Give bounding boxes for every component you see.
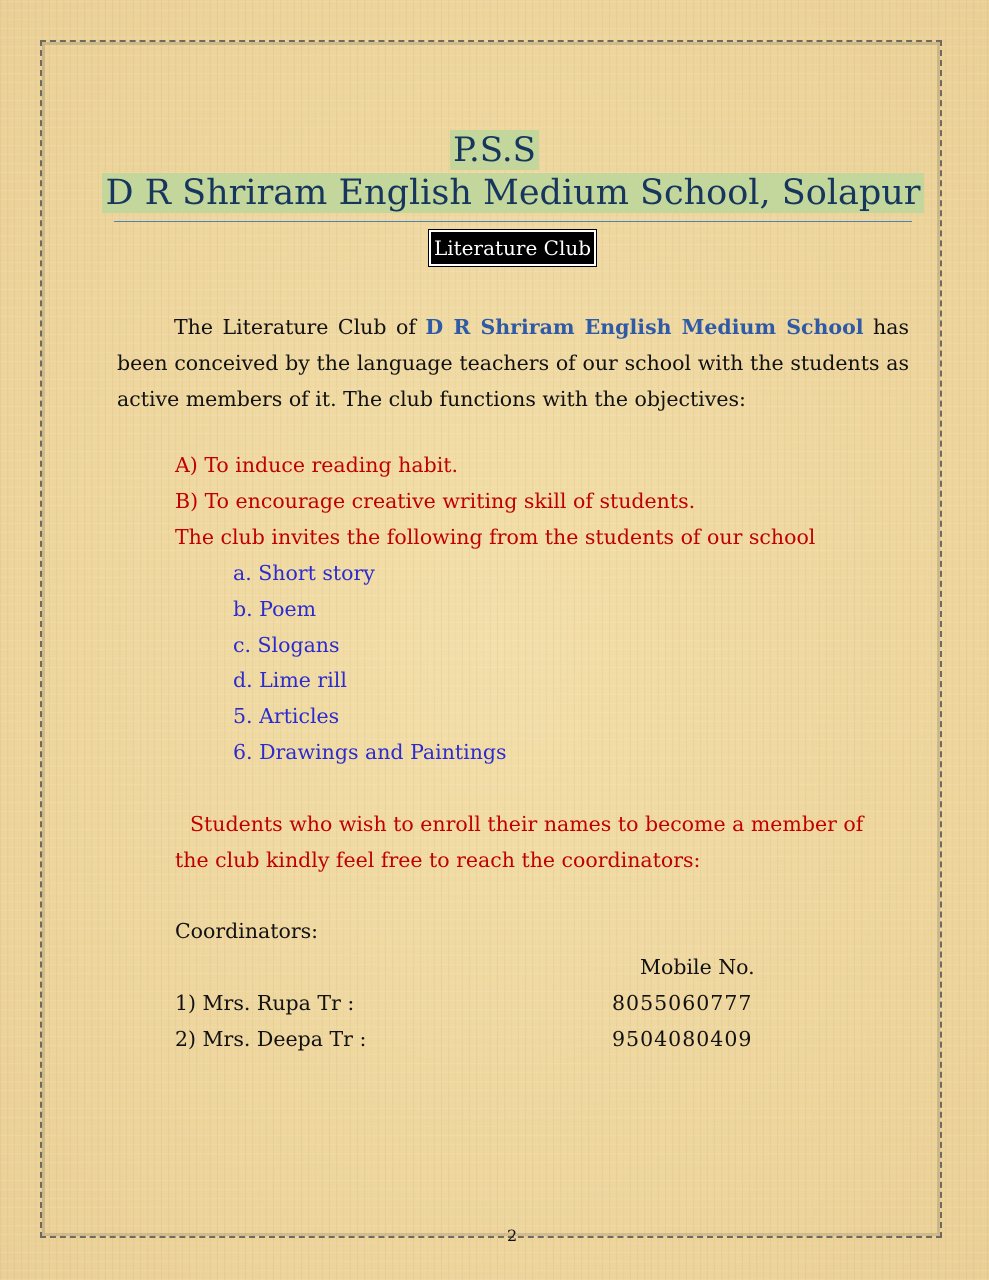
invite-item: c. Slogans: [233, 633, 340, 657]
club-badge: Literature Club: [429, 230, 596, 266]
invite-item: b. Poem: [233, 597, 317, 621]
objective-item: A) To induce reading habit.: [175, 453, 459, 477]
school-title: D R Shriram English Medium School, Solapur: [0, 173, 989, 213]
coordinator-name: 1) Mrs. Rupa Tr :: [175, 991, 355, 1015]
invites-intro: The club invites the following from the students of our school: [175, 525, 816, 549]
coordinator-mobile: 9504080409: [612, 1027, 753, 1051]
page-number: 2: [507, 1226, 518, 1245]
school-name-highlight: D R Shriram English Medium School: [425, 315, 864, 339]
mobile-header: Mobile No.: [640, 955, 755, 979]
invite-item: 5. Articles: [233, 704, 340, 728]
objective-item: B) To encourage creative writing skill of students.: [175, 489, 696, 513]
coordinator-mobile: 8055060777: [612, 991, 753, 1015]
invite-item: 6. Drawings and Paintings: [233, 740, 507, 764]
enroll-line: Students who wish to enroll their names to become a member of: [190, 812, 864, 836]
invite-item: a. Short story: [233, 561, 375, 585]
title-divider: [114, 221, 912, 222]
invite-item: d. Lime rill: [233, 668, 347, 692]
enroll-line: the club kindly feel free to reach the coordinators:: [175, 848, 701, 872]
org-title: P.S.S: [0, 130, 989, 170]
page-border: [40, 40, 942, 1238]
coordinators-heading: Coordinators:: [175, 919, 319, 943]
coordinator-name: 2) Mrs. Deepa Tr :: [175, 1027, 367, 1051]
intro-paragraph: The Literature Club of D R Shriram English Medium School has been conceived by the language teachers of our school with the students as active members of it. The club functions with the objectives:: [117, 315, 909, 411]
